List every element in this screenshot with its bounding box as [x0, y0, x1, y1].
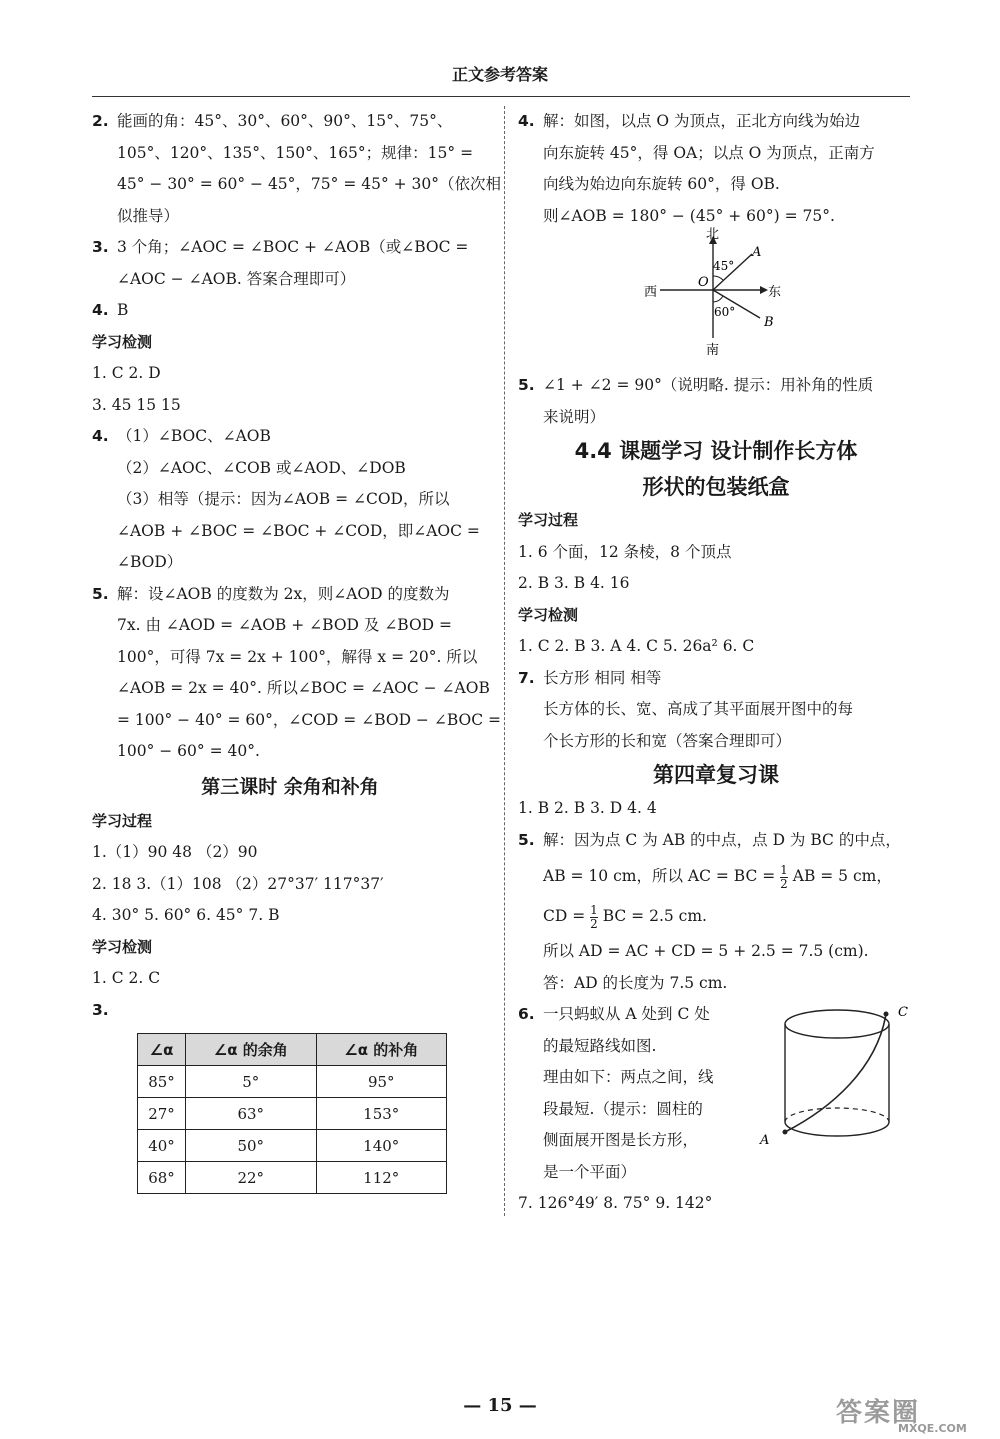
section-heading: 学习检测: [92, 332, 153, 351]
shortest-path: [785, 1014, 886, 1132]
review-e5-line: 所以 AD = AC + CD = 5 + 2.5 = 7.5 (cm).: [543, 942, 869, 960]
process-2-3: 2. 18 3.（1）108 （2）27°37′ 117°37′: [92, 874, 384, 893]
review-e5-line: AB = 10 cm，所以 AC = BC = $\frac{1}{2}$ AB = 5 cm，: [543, 862, 892, 891]
east-arrow-icon: [760, 286, 768, 294]
section-heading: 学习过程: [92, 811, 153, 830]
test-1-2: 1. C 2. C: [92, 969, 161, 987]
table-row: [138, 1130, 447, 1162]
left-column: [92, 106, 502, 1026]
point-c-label: C: [898, 1005, 908, 1020]
table-header: ∠α 的余角: [186, 1034, 316, 1066]
process-s2: 2. B 3. B 4. 16: [518, 574, 630, 592]
table-cell: 50°: [186, 1130, 316, 1162]
review-e7: 7. 126°49′ 8. 75° 9. 142°: [518, 1194, 713, 1212]
review-e5-line: CD = $\frac{1}{2}$ BC = 2.5 cm.: [543, 902, 707, 931]
review-e6: 6. 一只蚂蚁从 A 处到 C 处: [518, 1005, 710, 1023]
cylinder-top: [785, 1010, 889, 1038]
angle-60-label: 60°: [714, 305, 736, 319]
compass-diagram: [640, 226, 800, 356]
table-cell: 40°: [138, 1130, 186, 1162]
table-row: [138, 1098, 447, 1130]
answer-r4-line: 则∠AOB = 180° − (45° + 60°) = 75°.: [543, 206, 835, 225]
angle-45-label: 45°: [713, 259, 735, 273]
section-4-4-subtitle: 形状的包装纸盒: [642, 475, 790, 499]
table-cell: 5°: [186, 1066, 316, 1098]
check-d7-line: 长方体的长、宽、高成了其平面展开图中的每: [543, 700, 854, 718]
section-heading: 学习过程: [518, 511, 579, 529]
answer-r4: 4. 解：如图，以点 O 为顶点，正北方向线为始边: [518, 112, 861, 130]
west-label: 西: [644, 285, 658, 300]
table-cell: 95°: [316, 1066, 447, 1098]
section-4-4-title: 4.4 课题学习 设计制作长方体: [574, 439, 858, 463]
check-d7-line: 个长方形的长和宽（答案合理即可）: [543, 731, 792, 750]
table-cell: 68°: [138, 1162, 186, 1194]
check-4-line: （2）∠AOC、∠COB 或∠AOD、∠DOB: [117, 458, 406, 477]
review-e6-line: 侧面展开图是长方形，: [543, 1131, 699, 1149]
angle-table: [137, 1033, 447, 1194]
point-a-label: A: [760, 1133, 770, 1148]
check-1-2: 1. C 2. D: [92, 364, 161, 382]
answer-r4-line: 向线为始边向东旋转 60°，得 OB.: [543, 175, 780, 193]
lesson-title: 第三课时 余角和补角: [201, 775, 379, 798]
check-5-line: = 100° − 40° = 60°，∠COD = ∠BOD − ∠BOC =: [117, 710, 501, 729]
page-header-title: 正文参考答案: [451, 65, 548, 84]
check-4-line: ∠BOD）: [117, 553, 183, 571]
table-header-row: [138, 1034, 447, 1066]
answer-3-line: ∠AOC − ∠AOB. 答案合理即可）: [117, 269, 356, 288]
point-o-label: O: [698, 275, 709, 290]
table-row: [138, 1066, 447, 1098]
answer-4: 4. B: [92, 301, 129, 319]
check-3: 3. 45 15 15: [92, 395, 181, 414]
check-d7: 7. 长方形 相同 相等: [518, 668, 662, 687]
point-c-dot: [884, 1012, 889, 1017]
answer-3: 3. 3 个角；∠AOC = ∠BOC + ∠AOB（或∠BOC =: [92, 238, 469, 256]
table-header: ∠α: [138, 1034, 186, 1066]
check-5-line: 7x. 由 ∠AOD = ∠AOB + ∠BOD 及 ∠BOD =: [117, 616, 453, 634]
table-header: ∠α 的补角: [316, 1034, 447, 1066]
point-a-label: A: [752, 245, 762, 260]
review-e5-line: 答：AD 的长度为 7.5 cm.: [543, 973, 728, 992]
table-cell: 112°: [316, 1162, 447, 1194]
answer-2-line: 45° − 30° = 60° − 45°，75° = 45° + 30°（依次相: [117, 175, 502, 193]
review-e6-line: 理由如下：两点之间，线: [543, 1068, 714, 1086]
check-d1: 1. C 2. B 3. A 4. C 5. 26a² 6. C: [518, 637, 755, 655]
process-4-7: 4. 30° 5. 60° 6. 45° 7. B: [92, 906, 280, 924]
answer-2-line: 105°、120°、135°、150°、165°；规律：15° =: [117, 143, 474, 162]
table-row: [138, 1162, 447, 1194]
watermark-logo: 答案圈 MXQE.COM: [836, 1398, 967, 1435]
review-e5: 5. 解：因为点 C 为 AB 的中点，点 D 为 BC 的中点，: [518, 830, 901, 849]
check-5-line: ∠AOB = 2x = 40°. 所以∠BOC = ∠AOC − ∠AOB: [117, 679, 490, 697]
table-cell: 27°: [138, 1098, 186, 1130]
south-label: 南: [706, 343, 720, 356]
process-s1: 1. 6 个面，12 条棱，8 个顶点: [518, 542, 732, 561]
column-divider: [504, 106, 505, 1216]
table-cell: 85°: [138, 1066, 186, 1098]
answer-2: 2. 能画的角：45°、30°、60°、90°、15°、75°、: [92, 112, 453, 130]
answer-r5: 5. ∠1 + ∠2 = 90°（说明略. 提示：用补角的性质: [518, 376, 874, 394]
chapter-review-title: 第四章复习课: [653, 763, 779, 787]
check-5: 5. 解：设∠AOB 的度数为 2x，则∠AOD 的度数为: [92, 584, 450, 603]
answer-2-line: 似推导）: [117, 206, 180, 225]
page-number: — 15 —: [463, 1395, 537, 1416]
header-rule: [92, 96, 910, 97]
review-e6-line: 段最短.（提示：圆柱的: [543, 1099, 703, 1118]
process-1: 1.（1）90 48 （2）90: [92, 843, 258, 861]
fraction-half: $\frac{1}{2}$: [780, 862, 788, 891]
review-e6-line: 是一个平面）: [543, 1162, 637, 1181]
check-4-line: （3）相等（提示：因为∠AOB = ∠COD，所以: [117, 490, 450, 508]
check-5-line: 100° − 60° = 40°.: [117, 742, 260, 760]
north-label: 北: [706, 227, 720, 242]
check-4: 4. （1）∠BOC、∠AOB: [92, 427, 271, 445]
point-b-label: B: [764, 315, 774, 330]
test-3: 3.: [92, 1000, 109, 1019]
check-5-line: 100°，可得 7x = 2x + 100°，解得 x = 20°. 所以: [117, 647, 478, 666]
table-cell: 63°: [186, 1098, 316, 1130]
section-heading: 学习检测: [92, 937, 153, 956]
angle-60-arc: [713, 296, 723, 302]
table-cell: 140°: [316, 1130, 447, 1162]
point-a-dot: [783, 1130, 788, 1135]
check-4-line: ∠AOB + ∠BOC = ∠BOC + ∠COD，即∠AOC =: [117, 521, 480, 540]
answer-r4-line: 向东旋转 45°，得 OA；以点 O 为顶点，正南方: [543, 143, 875, 162]
table-cell: 22°: [186, 1162, 316, 1194]
answer-r5-line: 来说明）: [543, 407, 606, 426]
cylinder-diagram: [752, 998, 914, 1150]
section-heading: 学习检测: [518, 605, 579, 624]
fraction-half: $\frac{1}{2}$: [590, 902, 598, 931]
table-cell: 153°: [316, 1098, 447, 1130]
review-e1: 1. B 2. B 3. D 4. 4: [518, 799, 657, 817]
cylinder-bottom-back: [785, 1108, 889, 1122]
angle-45-arc: [713, 276, 723, 280]
east-label: 东: [768, 285, 782, 300]
review-e6-line: 的最短路线如图.: [543, 1036, 657, 1055]
